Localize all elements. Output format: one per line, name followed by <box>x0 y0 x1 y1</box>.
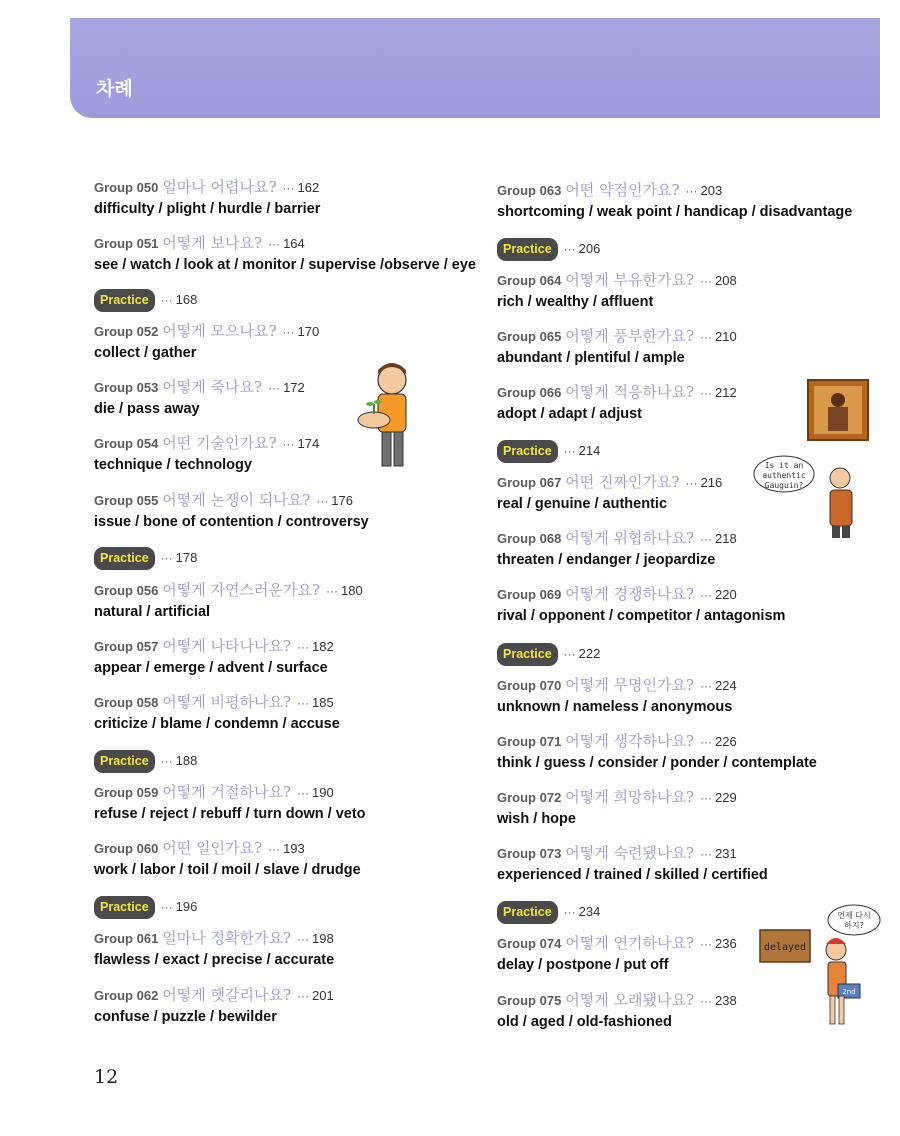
group-page-number: 180 <box>341 583 363 598</box>
practice-badge: Practice <box>94 750 155 773</box>
group-question: 어떻게 경쟁하나요? <box>565 585 695 603</box>
group-word-list: confuse / puzzle / bewilder <box>94 1009 277 1025</box>
group-heading-line <box>94 490 369 510</box>
sprout-leaf <box>374 400 382 404</box>
group-question: 어떻게 희망하나요? <box>565 788 695 806</box>
practice-page-number: 188 <box>175 753 198 768</box>
chapter-header-bar <box>70 18 880 118</box>
leader-dots: ··· <box>297 932 310 946</box>
toc-group-entry <box>497 933 737 973</box>
group-word-list: old / aged / old-fashioned <box>497 1014 672 1030</box>
leader-dots: ··· <box>700 274 713 288</box>
toc-group-entry <box>94 233 476 273</box>
group-page-number: 236 <box>715 936 737 951</box>
group-question: 어떻게 보나요? <box>162 234 263 252</box>
group-word-list: shortcoming / weak point / handicap / disadvantage <box>497 204 853 220</box>
leader-dots: ··· <box>700 994 713 1008</box>
practice-badge: Practice <box>94 547 155 570</box>
leader-dots: ··· <box>268 842 281 856</box>
group-heading-line <box>497 472 722 492</box>
group-number: Group 050 <box>94 180 159 195</box>
leader-dots: ··· <box>700 588 713 602</box>
toc-group-entry <box>497 528 737 568</box>
group-number: Group 063 <box>497 183 562 198</box>
group-page-number: 210 <box>715 329 737 344</box>
leader-dots: ··· <box>282 181 295 195</box>
leader-dots: ··· <box>700 735 713 749</box>
group-heading-line <box>94 433 319 453</box>
leg-shape <box>839 996 844 1024</box>
group-question: 어떻게 연기하나요? <box>565 934 695 952</box>
group-number: Group 074 <box>497 936 562 951</box>
toc-group-entry <box>94 490 369 530</box>
practice-line <box>497 440 600 460</box>
toc-group-entry <box>497 731 817 771</box>
group-heading-line <box>497 326 737 346</box>
group-page-number: 176 <box>331 493 353 508</box>
practice-page-number: 168 <box>175 292 198 307</box>
group-page-number: 162 <box>297 180 320 195</box>
group-number: Group 060 <box>94 841 159 856</box>
group-heading-line <box>94 177 320 197</box>
leader-dots: ··· <box>160 754 173 768</box>
practice-line <box>94 547 197 567</box>
practice-badge: Practice <box>94 289 155 312</box>
toc-group-entry <box>94 928 334 968</box>
practice-line <box>497 643 600 663</box>
group-question: 어떻게 죽나요? <box>162 378 263 396</box>
practice-badge: Practice <box>497 643 558 666</box>
toc-group-entry <box>497 787 737 827</box>
toc-group-entry <box>94 692 340 732</box>
group-page-number: 203 <box>700 183 723 198</box>
practice-line <box>94 750 197 770</box>
group-heading-line <box>497 787 737 807</box>
group-number: Group 065 <box>497 329 562 344</box>
group-word-list: flawless / exact / precise / accurate <box>94 952 335 968</box>
head-shape <box>830 468 850 488</box>
leader-dots: ··· <box>297 989 310 1003</box>
group-word-list: unknown / nameless / anonymous <box>497 699 733 715</box>
practice-badge: Practice <box>94 896 155 919</box>
group-page-number: 172 <box>283 380 305 395</box>
leg-shape <box>830 996 835 1024</box>
group-page-number: 170 <box>297 324 320 339</box>
group-question: 어떤 약점인가요? <box>565 181 680 199</box>
toc-practice-entry <box>94 289 197 309</box>
gauguin-painting-illustration <box>750 378 876 540</box>
toc-group-entry <box>497 326 737 366</box>
leader-dots: ··· <box>563 647 576 661</box>
group-question: 어떤 진짜인가요? <box>565 473 680 491</box>
leg-shape <box>394 432 403 466</box>
leader-dots: ··· <box>282 325 295 339</box>
toc-group-entry <box>497 270 737 310</box>
girl-delayed-sign-illustration <box>758 902 884 1032</box>
group-word-list: difficulty / plight / hurdle / barrier <box>94 201 321 217</box>
group-question: 어떻게 나타나나요? <box>162 637 292 655</box>
group-question: 어떻게 헷갈리나요? <box>162 986 292 1004</box>
toc-group-entry <box>94 838 361 878</box>
group-word-list: refuse / reject / rebuff / turn down / veto <box>94 806 366 822</box>
group-heading-line <box>94 580 363 600</box>
toc-group-entry <box>497 675 737 715</box>
group-heading-line <box>497 843 768 863</box>
group-number: Group 058 <box>94 695 159 710</box>
group-question: 어떻게 적응하나요? <box>565 383 695 401</box>
group-page-number: 229 <box>715 790 737 805</box>
group-question: 어떤 기술인가요? <box>162 434 277 452</box>
group-heading-line <box>94 636 334 656</box>
practice-page-number: 196 <box>175 899 198 914</box>
leader-dots: ··· <box>700 847 713 861</box>
group-number: Group 075 <box>497 993 562 1008</box>
group-heading-line <box>94 928 334 948</box>
group-heading-line <box>94 692 340 712</box>
group-question: 어떻게 숙련됐나요? <box>565 844 695 862</box>
group-word-list: wish / hope <box>497 811 576 827</box>
practice-badge: Practice <box>497 901 558 924</box>
leader-dots: ··· <box>700 386 713 400</box>
group-page-number: 182 <box>312 639 334 654</box>
leader-dots: ··· <box>297 640 310 654</box>
group-question: 어떻게 부유한가요? <box>565 271 695 289</box>
group-number: Group 056 <box>94 583 159 598</box>
group-number: Group 053 <box>94 380 159 395</box>
toc-group-entry <box>94 433 319 473</box>
practice-page-number: 206 <box>578 241 601 256</box>
painting-figure-head <box>831 393 845 407</box>
group-heading-line <box>94 782 366 802</box>
hands-shape <box>358 412 390 428</box>
group-word-list: appear / emerge / advent / surface <box>94 660 328 676</box>
group-number: Group 052 <box>94 324 159 339</box>
group-word-list: issue / bone of contention / controversy <box>94 514 369 530</box>
group-word-list: see / watch / look at / monitor / supervise /observe / eye <box>94 257 476 273</box>
group-page-number: 174 <box>297 436 320 451</box>
group-word-list: real / genuine / authentic <box>497 496 668 512</box>
speech-bubble-text-2: authentic <box>762 471 806 480</box>
leader-dots: ··· <box>326 584 339 598</box>
group-heading-line <box>94 377 305 397</box>
man-holding-plant-illustration <box>350 362 430 472</box>
calendar-text: 2nd <box>842 988 856 996</box>
leader-dots: ··· <box>268 237 281 251</box>
group-heading-line <box>497 382 737 402</box>
speech-bubble-text-3: Gauguin? <box>764 481 804 490</box>
leader-dots: ··· <box>563 905 576 919</box>
toc-group-entry <box>497 990 737 1030</box>
practice-line <box>497 238 600 258</box>
group-number: Group 069 <box>497 587 562 602</box>
leader-dots: ··· <box>282 437 295 451</box>
toc-practice-entry <box>497 238 600 258</box>
leader-dots: ··· <box>268 381 281 395</box>
group-question: 어떻게 위협하나요? <box>565 529 695 547</box>
speech-bubble-korean-2: 하지? <box>844 921 864 930</box>
toc-practice-entry <box>94 547 197 567</box>
group-heading-line <box>497 731 817 751</box>
toc-practice-entry <box>497 643 600 663</box>
group-heading-line <box>94 233 476 253</box>
group-page-number: 208 <box>715 273 737 288</box>
group-page-number: 198 <box>312 931 334 946</box>
group-page-number: 238 <box>715 993 737 1008</box>
delayed-sign-text: delayed <box>763 942 807 953</box>
group-page-number: 216 <box>700 475 723 490</box>
group-question: 얼마나 어렵나요? <box>162 178 277 196</box>
group-word-list: delay / postpone / put off <box>497 957 669 973</box>
leader-dots: ··· <box>700 791 713 805</box>
practice-page-number: 214 <box>578 443 601 458</box>
toc-group-entry <box>94 377 305 417</box>
group-number: Group 057 <box>94 639 159 654</box>
leg-shape <box>842 526 850 538</box>
leader-dots: ··· <box>700 532 713 546</box>
group-question: 얼마나 정확한가요? <box>162 929 292 947</box>
leader-dots: ··· <box>563 444 576 458</box>
group-page-number: 201 <box>312 988 334 1003</box>
leader-dots: ··· <box>563 242 576 256</box>
toc-group-entry <box>497 382 737 422</box>
toc-group-entry <box>94 985 334 1025</box>
group-page-number: 224 <box>715 678 737 693</box>
toc-group-entry <box>94 636 334 676</box>
practice-line <box>94 896 197 916</box>
leader-dots: ··· <box>316 494 329 508</box>
group-word-list: adopt / adapt / adjust <box>497 406 643 422</box>
leader-dots: ··· <box>685 476 698 490</box>
group-number: Group 068 <box>497 531 562 546</box>
group-word-list: criticize / blame / condemn / accuse <box>94 716 340 732</box>
toc-group-entry <box>94 177 320 217</box>
leader-dots: ··· <box>297 786 310 800</box>
group-page-number: 190 <box>312 785 334 800</box>
group-page-number: 218 <box>715 531 737 546</box>
toc-practice-entry <box>94 750 197 770</box>
toc-group-entry <box>497 843 768 883</box>
group-page-number: 220 <box>715 587 737 602</box>
group-page-number: 185 <box>312 695 334 710</box>
group-question: 어떻게 비평하나요? <box>162 693 292 711</box>
group-number: Group 071 <box>497 734 562 749</box>
practice-page-number: 178 <box>175 550 198 565</box>
group-heading-line <box>497 180 852 200</box>
leader-dots: ··· <box>160 551 173 565</box>
speech-bubble-text-1: Is it an <box>764 461 804 470</box>
group-question: 어떻게 생각하나요? <box>565 732 695 750</box>
speech-bubble-shape <box>828 905 880 935</box>
group-heading-line <box>94 985 334 1005</box>
leader-dots: ··· <box>297 696 310 710</box>
toc-group-entry <box>497 584 785 624</box>
group-question: 어떤 일인가요? <box>162 839 263 857</box>
leg-shape <box>382 432 391 466</box>
leader-dots: ··· <box>685 184 698 198</box>
group-question: 어떻게 거절하나요? <box>162 783 292 801</box>
group-question: 어떻게 논쟁이 되나요? <box>162 491 311 509</box>
toc-practice-entry <box>94 896 197 916</box>
leader-dots: ··· <box>160 900 173 914</box>
group-number: Group 062 <box>94 988 159 1003</box>
group-number: Group 055 <box>94 493 159 508</box>
group-number: Group 059 <box>94 785 159 800</box>
group-question: 어떻게 모으나요? <box>162 322 277 340</box>
toc-group-entry <box>94 321 319 361</box>
group-number: Group 066 <box>497 385 562 400</box>
group-heading-line <box>497 584 785 604</box>
group-word-list: die / pass away <box>94 401 200 417</box>
group-number: Group 070 <box>497 678 562 693</box>
group-page-number: 226 <box>715 734 737 749</box>
group-page-number: 164 <box>283 236 305 251</box>
practice-badge: Practice <box>497 238 558 261</box>
leader-dots: ··· <box>700 937 713 951</box>
group-heading-line <box>94 838 361 858</box>
practice-badge: Practice <box>497 440 558 463</box>
group-heading-line <box>497 990 737 1010</box>
group-question: 어떻게 오래됐나요? <box>565 991 695 1009</box>
group-word-list: experienced / trained / skilled / certified <box>497 867 768 883</box>
toc-group-entry <box>94 782 366 822</box>
page-number: 12 <box>94 1066 119 1088</box>
group-number: Group 073 <box>497 846 562 861</box>
practice-line <box>497 901 600 921</box>
group-number: Group 064 <box>497 273 562 288</box>
group-heading-line <box>94 321 319 341</box>
practice-line <box>94 289 197 309</box>
group-heading-line <box>497 270 737 290</box>
group-page-number: 193 <box>283 841 305 856</box>
speech-bubble-korean-1: 언제 다시 <box>837 911 871 920</box>
group-number: Group 054 <box>94 436 159 451</box>
group-heading-line <box>497 675 737 695</box>
group-question: 어떻게 자연스러운가요? <box>162 581 321 599</box>
leader-dots: ··· <box>700 330 713 344</box>
leader-dots: ··· <box>700 679 713 693</box>
toc-group-entry <box>497 180 852 220</box>
body-shape <box>830 490 852 526</box>
group-page-number: 212 <box>715 385 737 400</box>
group-question: 어떻게 무명인가요? <box>565 676 695 694</box>
painting-figure-body <box>828 407 848 431</box>
leg-shape <box>832 526 840 538</box>
practice-page-number: 234 <box>578 904 601 919</box>
leader-dots: ··· <box>160 293 173 307</box>
group-number: Group 051 <box>94 236 159 251</box>
sprout-leaf <box>366 402 374 406</box>
group-word-list: think / guess / consider / ponder / contemplate <box>497 755 817 771</box>
group-number: Group 067 <box>497 475 562 490</box>
group-heading-line <box>497 528 737 548</box>
group-word-list: abundant / plentiful / ample <box>497 350 685 366</box>
group-word-list: work / labor / toil / moil / slave / drudge <box>94 862 361 878</box>
group-number: Group 072 <box>497 790 562 805</box>
toc-group-entry <box>497 472 722 512</box>
group-word-list: natural / artificial <box>94 604 211 620</box>
group-word-list: rich / wealthy / affluent <box>497 294 654 310</box>
toc-group-entry <box>94 580 363 620</box>
group-page-number: 231 <box>715 846 737 861</box>
page-title: 차례 <box>96 78 133 100</box>
group-word-list: collect / gather <box>94 345 197 361</box>
group-heading-line <box>497 933 737 953</box>
group-number: Group 061 <box>94 931 159 946</box>
hat-shape <box>826 938 846 944</box>
toc-practice-entry <box>497 440 600 460</box>
group-question: 어떻게 풍부한가요? <box>565 327 695 345</box>
group-word-list: technique / technology <box>94 457 252 473</box>
group-word-list: threaten / endanger / jeopardize <box>497 552 716 568</box>
toc-practice-entry <box>497 901 600 921</box>
group-word-list: rival / opponent / competitor / antagonism <box>497 608 786 624</box>
practice-page-number: 222 <box>578 646 601 661</box>
